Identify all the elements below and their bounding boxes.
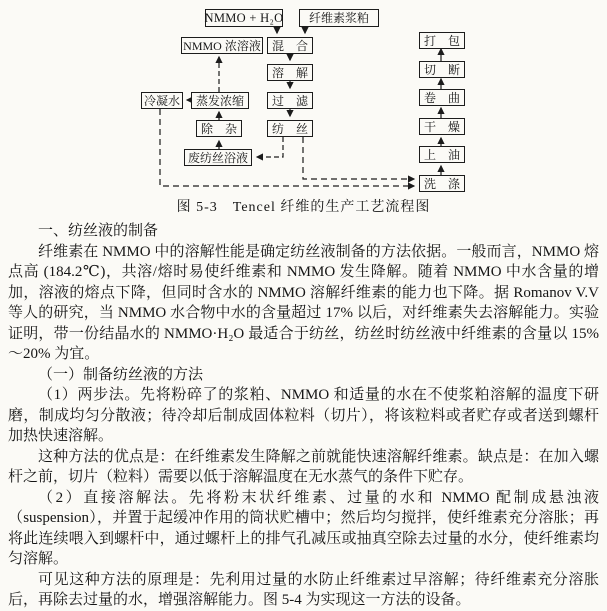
- flow-node-spinning: 纺 丝: [267, 120, 313, 137]
- flow-node-crimping: 卷 曲: [419, 89, 465, 106]
- flow-node-waste-spinning-bath: 废纺丝浴液: [184, 149, 252, 166]
- process-flowchart: [0, 0, 607, 197]
- flow-node-oiling: 上 油: [419, 146, 465, 163]
- arrow-spin-to-wash: [303, 137, 414, 179]
- flow-node-nmmo-concentrated-solution: NMMO 浓溶液: [181, 37, 263, 54]
- flow-node-washing: 洗 涤: [419, 175, 465, 192]
- paragraph-two-step-pros-cons: 这种方法的优点是：在纤维素发生降解之前就能快速溶解纤维素。缺点是：在加入螺杆之前，切片（粒料）需要以低于溶解温度在无水蒸气的条件下贮存。: [8, 448, 599, 485]
- flow-node-mixing: 混 合: [267, 37, 313, 54]
- flow-node-evaporation-concentration: 蒸发浓缩: [191, 92, 249, 109]
- flow-node-packing: 打 包: [419, 32, 465, 49]
- flow-node-cellulose-pulp: 纤维素浆粕: [299, 9, 379, 27]
- flow-node-condensed-water: 冷凝水: [141, 92, 183, 109]
- flow-node-dissolving: 溶 解: [267, 64, 313, 81]
- paragraph-two-step-method: （1）两步法。先将粉碎了的浆粕、NMMO 和适量的水在不使浆粕溶解的温度下研磨，制成均匀分散液；待冷却后制成固体粒料（切片），将该粒料或者贮存或者送到螺杆加热快速溶解。: [8, 387, 599, 444]
- arrow-spin-to-waste-bath: [257, 137, 283, 157]
- subsection-heading-methods: （一）制备纺丝液的方法: [38, 366, 204, 383]
- section-heading: 一、纺丝液的制备: [38, 223, 159, 239]
- body-text: [0, 220, 607, 611]
- flow-node-drying: 干 燥: [419, 118, 465, 135]
- paragraph-principle: 可见这种方法的原理是：先利用过量的水防止纤维素过早溶解；待纤维素充分溶胀后，再除去过量的水，增强溶解能力。图 5-4 为实现这一方法的设备。: [8, 571, 599, 608]
- flow-node-impurity-removal: 除 杂: [196, 120, 242, 137]
- paragraph-solubility: 纤维素在 NMMO 中的溶解性能是确定纺丝液制备的方法依据。一般而言，NMMO 熔点高 (184.2℃)，共溶/熔时易使纤维素和 NMMO 发生降解。随着 NMMO 中水含量的增加，溶液的熔点下降，但同时含水的 NMMO 溶解纤维素的能力也下降。据 Romanov V.V 等人的研究，当 NMMO 水合物中水的含量超过 17% 以后，对纤维素失去溶解能力。实验证明，带一份结晶水的 NMMO·H₂O 最适合于纺丝，纺丝时纺丝液中纤维素的含量以 15%～20% 为宜。: [8, 243, 599, 362]
- flow-node-filtering: 过 滤: [267, 92, 313, 109]
- paragraph-direct-dissolution: （2）直接溶解法。先将粉末状纤维素、过量的水和 NMMO 配制成悬浊液（suspension），并置于起缓冲作用的筒状贮槽中；然后均匀搅拌，使纤维素充分溶胀；再将此连续喂入到螺杆中，通过螺杆上的排气孔减压或抽真空除去过量的水分，使纤维素均匀溶解。: [8, 489, 599, 567]
- figure-caption: 图 5-3 Tencel 纤维的生产工艺流程图: [176, 200, 431, 215]
- flow-node-cutting: 切 断: [419, 61, 465, 78]
- flow-node-nmmo-h2o: NMMO + H₂O: [204, 11, 284, 25]
